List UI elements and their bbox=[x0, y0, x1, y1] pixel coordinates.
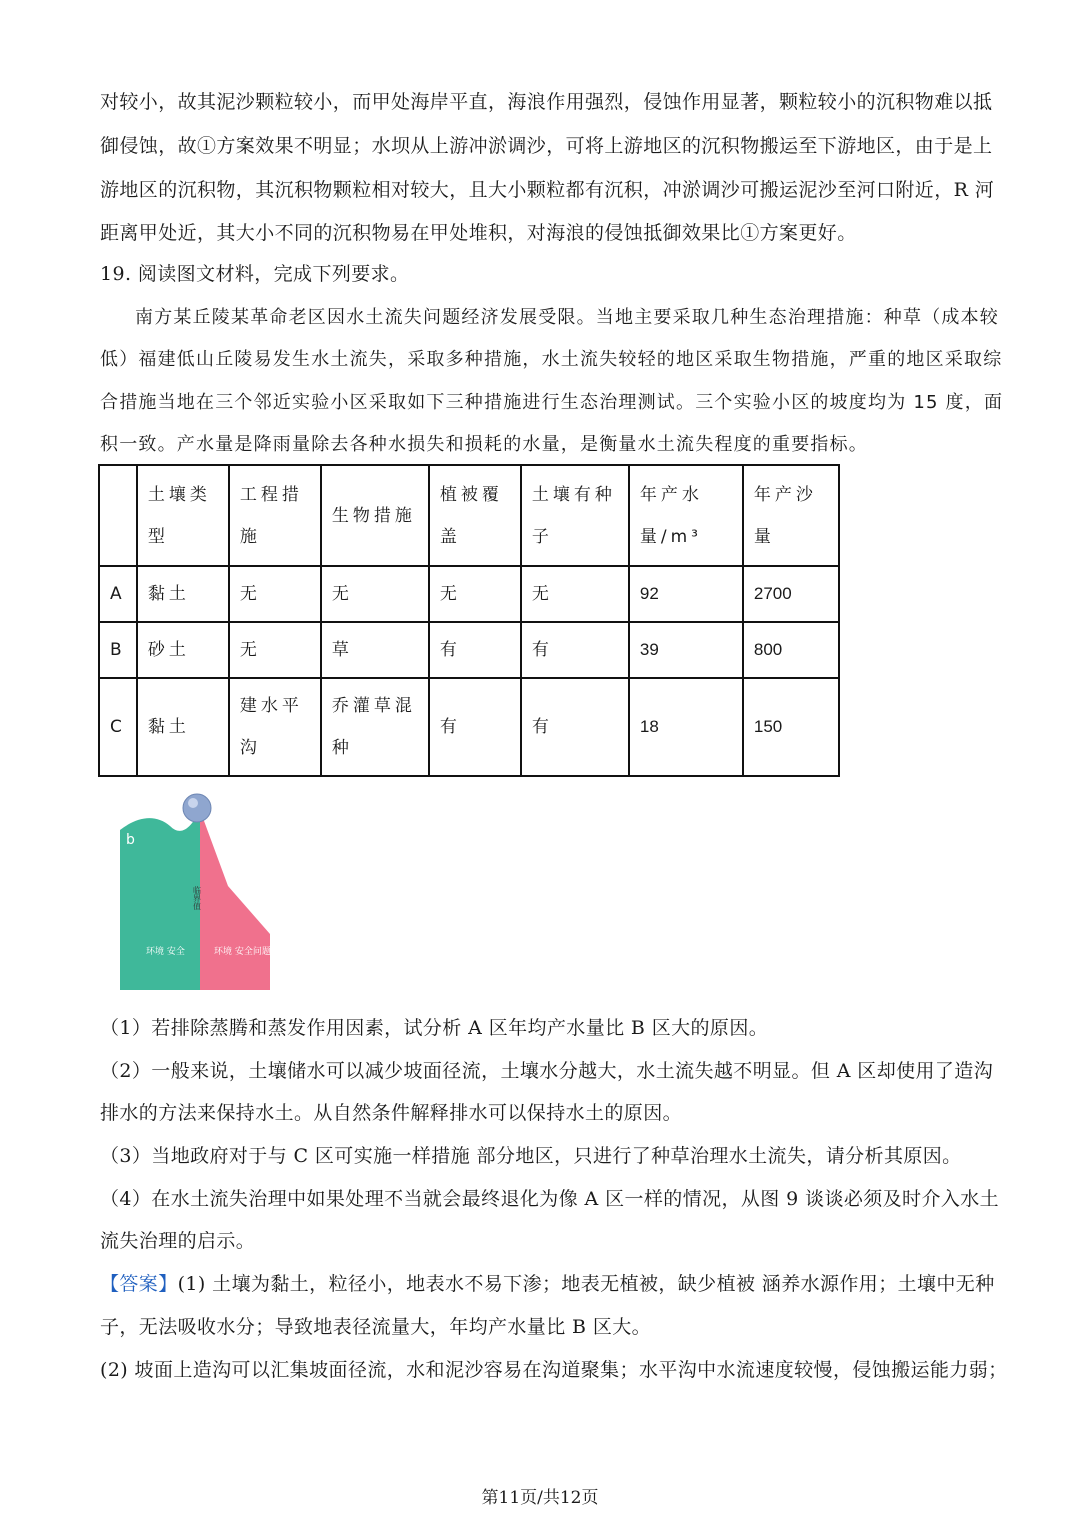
table-cell: 800 bbox=[743, 622, 839, 678]
table-cell: 18 bbox=[629, 678, 743, 776]
answer-line bbox=[100, 1272, 995, 1296]
text-line: 距离甲处近，其大小不同的沉积物易在甲处堆积，对海浪的侵蚀抵御效果比①方案更好。 bbox=[100, 222, 857, 244]
label-b: b bbox=[126, 832, 135, 848]
table-cell: 无 bbox=[229, 622, 321, 678]
table-cell: 无 bbox=[321, 566, 429, 622]
data-table bbox=[98, 464, 840, 777]
table-cell: 黏土 bbox=[137, 678, 229, 776]
label-safe: 环境 安全 bbox=[146, 947, 185, 957]
label-threshold: 临界值 bbox=[192, 886, 202, 910]
table-cell: 建水平沟 bbox=[229, 678, 321, 776]
sub-question: （4）在水土流失治理中如果处理不当就会最终退化为像 A 区一样的情况，从图 9 谈谈必须及时介入水土 bbox=[100, 1188, 1000, 1210]
table-header-cell bbox=[99, 465, 137, 566]
ball-icon bbox=[183, 794, 211, 822]
table-header-cell: 土壤类型 bbox=[137, 465, 229, 566]
material-line: 合措施当地在三个邻近实验小区采取如下三种措施进行生态治理测试。三个实验小区的坡度均为 15 度，面 bbox=[100, 392, 1004, 413]
table-cell: B bbox=[99, 622, 137, 678]
table-row bbox=[99, 678, 839, 776]
table-cell: 草 bbox=[321, 622, 429, 678]
label-risk: 环境 安全问题 bbox=[214, 947, 271, 957]
answer-line: (2) 坡面上造沟可以汇集坡面径流，水和泥沙容易在沟道聚集；水平沟中水流速度较慢，侵蚀搬运能力弱； bbox=[100, 1359, 1008, 1381]
material-line: 南方某丘陵某革命老区因水土流失问题经济发展受限。当地主要采取几种生态治理措施：种草（成本较 bbox=[135, 307, 999, 328]
sub-question: （1）若排除蒸腾和蒸发作用因素，试分析 A 区年均产水量比 B 区大的原因。 bbox=[100, 1017, 769, 1039]
table-cell: 2700 bbox=[743, 566, 839, 622]
table-header-cell: 生物措施 bbox=[321, 465, 429, 566]
text-line: 御侵蚀，故①方案效果不明显；水坝从上游冲淤调沙，可将上游地区的沉积物搬运至下游地区，由于是上 bbox=[100, 135, 993, 157]
table-cell: 39 bbox=[629, 622, 743, 678]
table-cell: 有 bbox=[429, 678, 521, 776]
table-cell: C bbox=[99, 678, 137, 776]
table-cell: 砂土 bbox=[137, 622, 229, 678]
table-cell: 乔灌草混种 bbox=[321, 678, 429, 776]
table-row bbox=[99, 566, 839, 622]
table-header-row bbox=[99, 465, 839, 566]
threshold-figure bbox=[118, 786, 278, 992]
table-header-cell: 工程措施 bbox=[229, 465, 321, 566]
risk-zone-area bbox=[200, 810, 270, 990]
table-cell: 有 bbox=[429, 622, 521, 678]
table-header-cell: 年产沙量 bbox=[743, 465, 839, 566]
text-line: 对较小，故其泥沙颗粒较小，而甲处海岸平直，海浪作用强烈，侵蚀作用显著，颗粒较小的沉积物难以抵 bbox=[100, 91, 993, 113]
answer-line: 子，无法吸收水分；导致地表径流量大，年均产水量比 B 区大。 bbox=[100, 1316, 652, 1338]
answer-tag: 【答案】 bbox=[100, 1273, 178, 1295]
sub-question: 排水的方法来保持水土。从自然条件解释排水可以保持水土的原因。 bbox=[100, 1102, 683, 1124]
table-header-cell: 土壤有种子 bbox=[521, 465, 629, 566]
table-cell: 无 bbox=[429, 566, 521, 622]
answer-text: (1) 土壤为黏土，粒径小，地表水不易下渗；地表无植被，缺少植被 涵养水源作用；土壤中无种 bbox=[177, 1273, 995, 1295]
table-header-cell: 植被覆盖 bbox=[429, 465, 521, 566]
question-title: 19. 阅读图文材料，完成下列要求。 bbox=[100, 263, 410, 285]
table-cell: 有 bbox=[521, 678, 629, 776]
sub-question: （2）一般来说，土壤储水可以减少坡面径流，土壤水分越大，水土流失越不明显。但 A 区却使用了造沟 bbox=[100, 1060, 994, 1082]
table-cell: 黏土 bbox=[137, 566, 229, 622]
material-line: 积一致。产水量是降雨量除去各种水损失和损耗的水量，是衡量水土流失程度的重要指标。 bbox=[100, 434, 868, 455]
table-cell: A bbox=[99, 566, 137, 622]
table-row bbox=[99, 622, 839, 678]
table-cell: 无 bbox=[229, 566, 321, 622]
table-cell: 92 bbox=[629, 566, 743, 622]
material-line: 低）福建低山丘陵易发生水土流失，采取多种措施，水土流失较轻的地区采取生物措施，严重的地区采取综 bbox=[100, 349, 1003, 370]
text-line: 游地区的沉积物，其沉积物颗粒相对较大，且大小颗粒都有沉积，冲淤调沙可搬运泥沙至河口附近，R 河 bbox=[100, 179, 995, 201]
table-cell: 150 bbox=[743, 678, 839, 776]
table-cell: 无 bbox=[521, 566, 629, 622]
sub-question: 流失治理的启示。 bbox=[100, 1230, 256, 1252]
sub-question: （3）当地政府对于与 C 区可实施一样措施 部分地区，只进行了种草治理水土流失，请分析其原因。 bbox=[100, 1145, 962, 1167]
table-cell: 有 bbox=[521, 622, 629, 678]
page-footer: 第11页/共12页 bbox=[481, 1488, 599, 1508]
table-header-cell: 年产水量/m³ bbox=[629, 465, 743, 566]
